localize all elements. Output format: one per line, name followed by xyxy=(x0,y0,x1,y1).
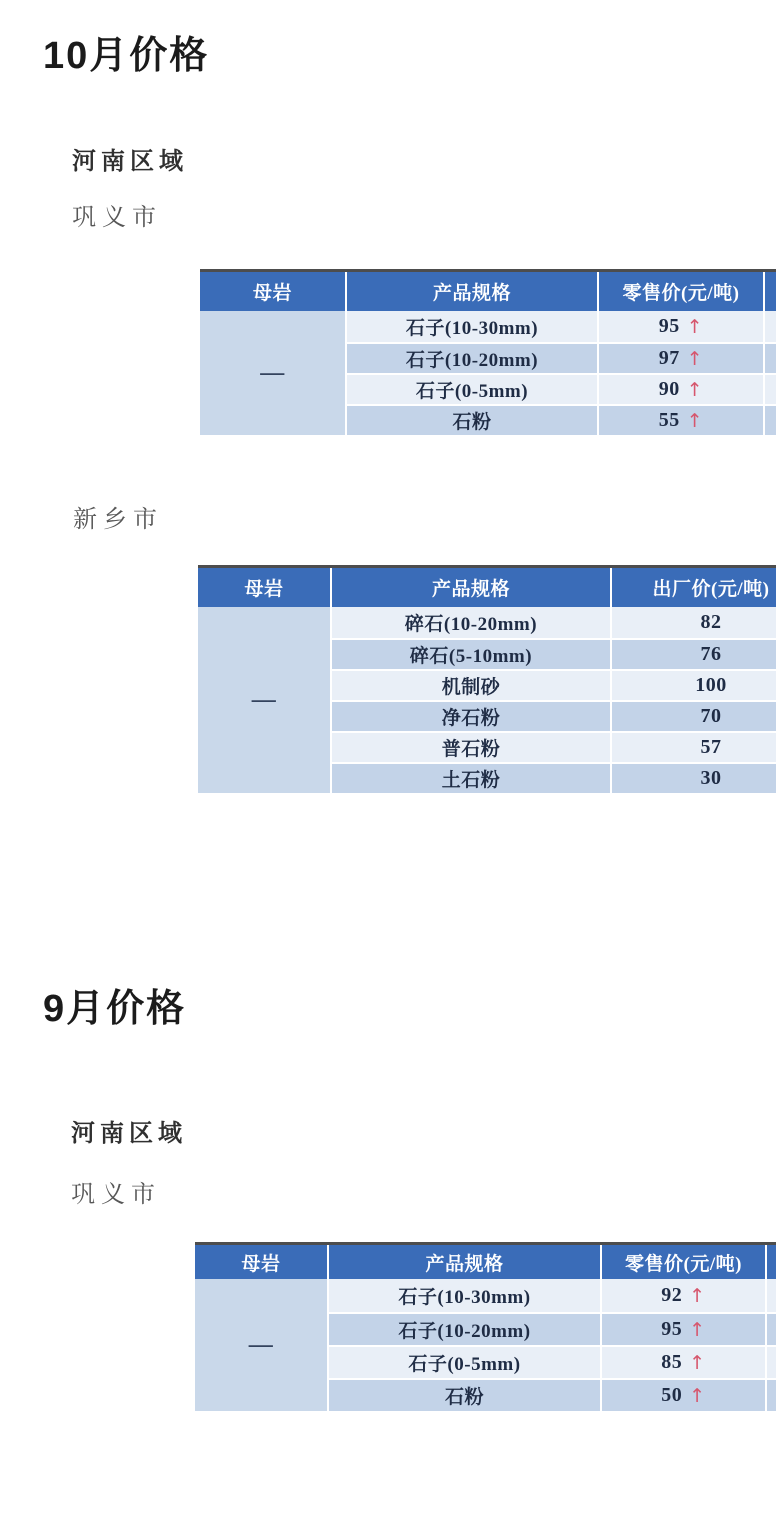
spec-cell: 土石粉 xyxy=(330,762,610,793)
up-arrow-icon: ↑ xyxy=(689,1384,706,1407)
region-label-henan-october: 河南区域 xyxy=(72,149,188,175)
section-title-september: 9月价格 xyxy=(43,988,187,1030)
spec-cell: 石子(10-30mm) xyxy=(345,311,597,342)
price-cell xyxy=(597,404,763,435)
clipped-column-cell xyxy=(765,1345,776,1378)
price-value: 97 xyxy=(658,347,680,369)
header-cell-rock: 母岩 xyxy=(200,272,345,311)
header-cell-spec: 产品规格 xyxy=(327,1245,600,1279)
price-value: 82 xyxy=(700,611,722,633)
price-cell xyxy=(610,731,776,762)
spec-cell: 石子(10-20mm) xyxy=(327,1312,600,1345)
price-value: 57 xyxy=(700,736,722,758)
price-table xyxy=(198,565,776,793)
spec-cell: 机制砂 xyxy=(330,669,610,700)
up-arrow-icon: ↑ xyxy=(689,1284,706,1307)
price-cell xyxy=(600,1378,765,1411)
price-value: 50 xyxy=(661,1384,683,1406)
price-value: 70 xyxy=(700,705,722,727)
price-cell xyxy=(597,342,763,373)
price-cell xyxy=(600,1345,765,1378)
price-cell xyxy=(610,638,776,669)
price-cell xyxy=(600,1312,765,1345)
spec-cell: 碎石(10-20mm) xyxy=(330,607,610,638)
header-cell-price: 零售价(元/吨) xyxy=(597,272,763,311)
merged-rock-cell: — xyxy=(198,607,330,793)
clipped-column-header xyxy=(763,272,776,311)
spec-cell: 石子(0-5mm) xyxy=(345,373,597,404)
spec-cell: 石粉 xyxy=(345,404,597,435)
region-label-henan-september: 河南区域 xyxy=(71,1121,187,1147)
clipped-column-cell xyxy=(763,373,776,404)
header-cell-spec: 产品规格 xyxy=(345,272,597,311)
spec-cell: 石子(10-20mm) xyxy=(345,342,597,373)
header-cell-rock: 母岩 xyxy=(198,568,330,607)
merged-rock-cell: — xyxy=(195,1279,327,1411)
clipped-column-cell xyxy=(765,1279,776,1312)
gongyi-september-table xyxy=(0,1242,776,1411)
up-arrow-icon: ↑ xyxy=(686,409,704,432)
price-value: 30 xyxy=(700,767,722,789)
up-arrow-icon: ↑ xyxy=(689,1351,706,1374)
price-value: 95 xyxy=(661,1318,683,1340)
price-value: 92 xyxy=(661,1284,683,1306)
price-cell xyxy=(610,762,776,793)
price-value: 90 xyxy=(658,378,680,400)
clipped-column-header xyxy=(765,1245,776,1279)
up-arrow-icon: ↑ xyxy=(686,315,704,338)
header-cell-price: 出厂价(元/吨) xyxy=(610,568,776,607)
city-label-gongyi-september: 巩义市 xyxy=(71,1182,161,1208)
spec-cell: 普石粉 xyxy=(330,731,610,762)
clipped-column-cell xyxy=(763,404,776,435)
clipped-column-cell xyxy=(765,1378,776,1411)
city-label-gongyi-october: 巩义市 xyxy=(72,205,162,231)
price-value: 76 xyxy=(700,643,722,665)
header-cell-spec: 产品规格 xyxy=(330,568,610,607)
price-cell xyxy=(597,373,763,404)
city-label-xinxiang: 新乡市 xyxy=(73,507,163,533)
up-arrow-icon: ↑ xyxy=(689,1318,706,1341)
price-cell xyxy=(610,607,776,638)
gongyi-october-table xyxy=(0,269,776,435)
price-cell xyxy=(610,700,776,731)
spec-cell: 石子(10-30mm) xyxy=(327,1279,600,1312)
price-table xyxy=(200,269,776,435)
xinxiang-october-table xyxy=(0,565,776,793)
price-cell xyxy=(597,311,763,342)
price-value: 95 xyxy=(658,315,680,337)
clipped-column-cell xyxy=(763,311,776,342)
price-cell xyxy=(600,1279,765,1312)
merged-rock-cell: — xyxy=(200,311,345,435)
price-value: 85 xyxy=(661,1351,683,1373)
section-title-october: 10月价格 xyxy=(43,35,210,77)
spec-cell: 碎石(5-10mm) xyxy=(330,638,610,669)
spec-cell: 净石粉 xyxy=(330,700,610,731)
header-cell-price: 零售价(元/吨) xyxy=(600,1245,765,1279)
clipped-column-cell xyxy=(765,1312,776,1345)
up-arrow-icon: ↑ xyxy=(686,347,704,370)
price-value: 55 xyxy=(658,409,680,431)
spec-cell: 石子(0-5mm) xyxy=(327,1345,600,1378)
price-value: 100 xyxy=(695,674,727,696)
spec-cell: 石粉 xyxy=(327,1378,600,1411)
header-cell-rock: 母岩 xyxy=(195,1245,327,1279)
price-cell xyxy=(610,669,776,700)
up-arrow-icon: ↑ xyxy=(686,378,704,401)
price-table xyxy=(195,1242,776,1411)
clipped-column-cell xyxy=(763,342,776,373)
